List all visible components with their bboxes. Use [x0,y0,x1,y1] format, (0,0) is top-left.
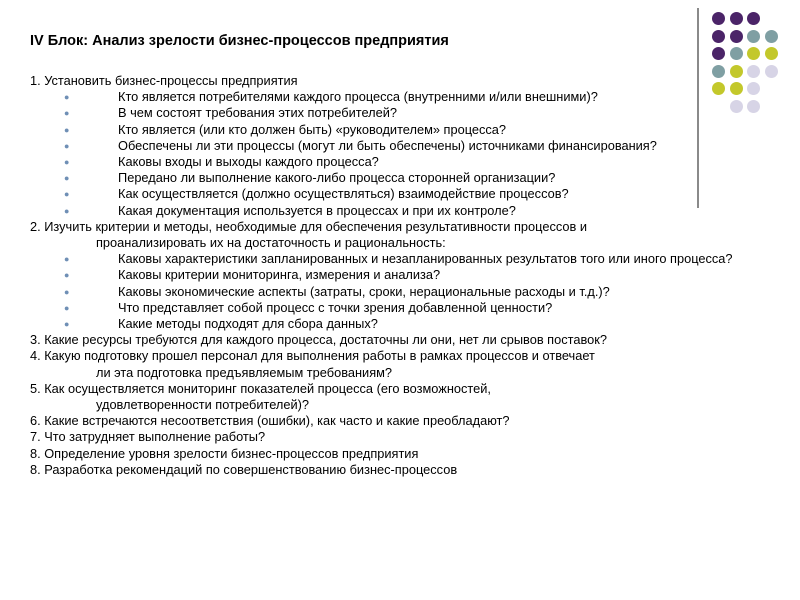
bullet-dot-icon: ● [64,319,70,330]
bullet-text: Каковы характеристики запланированных и незапланированных результатов того или иного процесса? [118,251,733,267]
item-text: 6. Какие встречаются несоответствия (ошибки), как часто и какие преобладают? [30,413,510,429]
decor-dot-olive [747,47,760,60]
bullet-dot-icon: ● [64,108,70,119]
decor-dot-lavender [765,65,778,78]
bullet-text: Кто является потребителями каждого процесса (внутренними и/или внешними)? [118,89,598,105]
bullet-dot-icon: ● [64,92,70,103]
bullet-dot-icon: ● [64,140,70,151]
bullet-dot-icon: ● [64,270,70,281]
bullet-list [30,89,740,219]
bullet-text: Какая документация используется в процессах и при их контроле? [118,202,516,218]
bullet-dot-icon: ● [64,302,70,313]
bullet-item [30,138,740,154]
item-text: 2. Изучить критерии и методы, необходимые для обеспечения результативности процессов и [30,218,588,234]
bullet-item [30,267,740,283]
decor-dot-purple [712,47,725,60]
numbered-item [30,332,740,348]
decor-dot-lavender [747,65,760,78]
decor-dot-lavender [747,82,760,95]
bullet-item [30,251,740,267]
bullet-item [30,284,740,300]
item-text: 3. Какие ресурсы требуются для каждого процесса, достаточны ли они, нет ли срывов поставок? [30,332,607,348]
numbered-item [30,429,740,445]
bullet-text: Передано ли выполнение какого-либо процесса сторонней организации? [118,170,556,186]
slide-title: IV Блок: Анализ зрелости бизнес-процессов предприятия [30,33,449,49]
bullet-item [30,316,740,332]
numbered-item [30,73,740,89]
bullet-text: Обеспечены ли эти процессы (могут ли быть обеспечены) источниками финансирования? [118,137,657,153]
numbered-item [30,219,740,251]
bullet-item [30,154,740,170]
bullet-item [30,186,740,202]
decor-dot-teal [730,47,743,60]
bullet-dot-icon: ● [64,189,70,200]
bullet-text: Каковы входы и выходы каждого процесса? [118,154,379,170]
decor-dot-lavender [747,100,760,113]
bullet-dot-icon: ● [64,173,70,184]
bullet-dot-icon: ● [64,205,70,216]
bullet-text: В чем состоят требования этих потребителей? [118,105,398,121]
bullet-text: Кто является (или кто должен быть) «руководителем» процесса? [118,121,507,137]
item-text: 8. Определение уровня зрелости бизнес-процессов предприятия [30,445,419,461]
item-text-continuation: ли эта подготовка предъявляемым требованиям? [96,364,393,380]
bullet-dot-icon: ● [64,254,70,265]
item-text: 4. Какую подготовку прошел персонал для выполнения работы в рамках процессов и отвечает [30,348,595,364]
numbered-item [30,348,740,380]
item-text: 7. Что затрудняет выполнение работы? [30,429,266,445]
bullet-dot-icon: ● [64,124,70,135]
decor-dot-purple [730,12,743,25]
decor-dot-purple [712,30,725,43]
bullet-dot-icon: ● [64,286,70,297]
bullet-text: Как осуществляется (должно осуществляться) взаимодействие процессов? [118,186,569,202]
decor-dot-olive [765,47,778,60]
decor-dot-teal [747,30,760,43]
bullet-item [30,203,740,219]
decor-dot-purple [712,12,725,25]
bullet-item [30,300,740,316]
item-text: 5. Как осуществляется мониторинг показателей процесса (его возможностей, [30,380,491,396]
bullet-text: Какие методы подходят для сбора данных? [118,316,378,332]
item-text: 8. Разработка рекомендаций по совершенствованию бизнес-процессов [30,461,458,477]
decor-dot-purple [730,30,743,43]
decor-dot-purple [747,12,760,25]
bullet-text: Что представляет собой процесс с точки зрения добавленной ценности? [118,299,553,315]
item-text: 1. Установить бизнес-процессы предприятия [30,73,298,88]
numbered-item [30,413,740,429]
bullet-item [30,170,740,186]
decor-dot-teal [765,30,778,43]
item-text-continuation: удовлетворенности потребителей)? [96,397,310,413]
slide-content [30,73,740,478]
item-text-continuation: проанализировать их на достаточность и рациональность: [96,235,446,251]
bullet-list [30,251,740,332]
numbered-item [30,446,740,462]
bullet-dot-icon: ● [64,157,70,168]
bullet-item [30,89,740,105]
numbered-item [30,381,740,413]
numbered-item [30,462,740,478]
bullet-item [30,122,740,138]
bullet-text: Каковы критерии мониторинга, измерения и анализа? [118,267,441,283]
bullet-item [30,105,740,121]
bullet-text: Каковы экономические аспекты (затраты, сроки, нерациональные расходы и т.д.)? [118,283,610,299]
